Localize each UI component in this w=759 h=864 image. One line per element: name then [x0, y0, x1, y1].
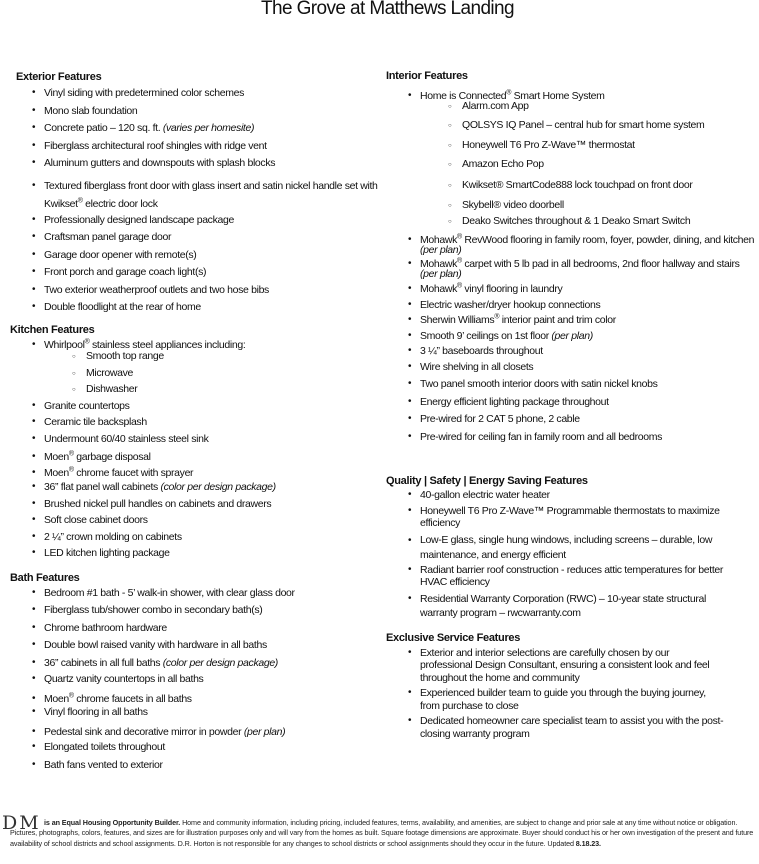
interior-features-heading: Interior Features [386, 70, 468, 82]
quality-safety-heading: Quality | Safety | Energy Saving Features [386, 475, 588, 487]
list-item: • 36” flat panel wall cabinets (color per design package) [10, 481, 380, 494]
sub-list-item: ○ Amazon Echo Pop [386, 158, 756, 171]
list-item: • Pre-wired for 2 CAT 5 phone, 2 cable [386, 413, 756, 426]
exclusive-service-list [386, 647, 756, 741]
list-item: • Garage door opener with remote(s) [10, 249, 380, 262]
list-item: • Wire shelving in all closets [386, 361, 756, 374]
list-item: • Soft close cabinet doors [10, 514, 380, 527]
updated-date: 8.18.23. [575, 838, 601, 848]
builder-logo: DM [2, 812, 41, 834]
list-item: • Dedicated homeowner care specialist team to assist you with the post-closing warranty program [386, 715, 756, 740]
sub-list-item: ○ QOLSYS IQ Panel – central hub for smart home system [386, 119, 756, 132]
left-column [10, 71, 380, 771]
list-item: • Pre-wired for ceiling fan in family room and all bedrooms [386, 431, 756, 444]
list-item: • Double bowl raised vanity with hardware in all baths [10, 639, 380, 652]
list-item: • Whirlpool® stainless steel appliances including: [10, 339, 380, 352]
list-item: • Bath fans vented to exterior [10, 759, 380, 772]
page-title: The Grove at Matthews Landing [261, 0, 514, 19]
list-item: • Textured fiberglass front door with glass insert and satin nickel handle set with Kwikset® electric door lock [10, 177, 380, 213]
list-item: • Undermount 60/40 stainless steel sink [10, 433, 380, 446]
list-item: • Aluminum gutters and downspouts with splash blocks [10, 157, 380, 170]
list-item: • Bedroom #1 bath - 5’ walk-in shower, with clear glass door [10, 587, 380, 600]
list-item: • Quartz vanity countertops in all baths [10, 673, 380, 686]
sub-list-item: ○ Dishwasher [10, 383, 380, 396]
bath-features-list [10, 587, 380, 772]
list-item: • Electric washer/dryer hookup connections [386, 299, 756, 312]
list-item: • 2 ¼” crown molding on cabinets [10, 531, 380, 544]
right-column [386, 70, 756, 740]
list-item: • 3 ¼” baseboards throughout [386, 345, 756, 358]
exterior-features-list [10, 87, 380, 314]
list-item: • Craftsman panel garage door [10, 231, 380, 244]
list-item: • Residential Warranty Corporation (RWC) – 10-year state structural warranty program – rwcwarranty.com [386, 592, 756, 620]
list-item: • Elongated toilets throughout [10, 741, 380, 754]
list-item: • Moen® chrome faucets in all baths [10, 693, 380, 706]
disclaimer-text: Home and community information, including pricing, included features, terms, availability, and amenities, are subject to change and prior sale at any time without notice or obligation. Pictures, photographs, colors, features, and sizes are for illustration purposes only and will vary from the homes as built. Square footage dimensions are approximate. Buyer should conduct his or her own investigation of the present and future availability of school districts and school assignments. D.R. Horton is not responsible for any changes to school districts or school assignments should they occur in the future. Updated [10, 818, 754, 848]
bath-features-heading: Bath Features [10, 571, 80, 584]
list-item: • Mohawk® RevWood flooring in family room, foyer, powder, dining, and kitchen (per plan) [386, 235, 756, 255]
quality-safety-list [386, 489, 756, 620]
list-item: • Moen® garbage disposal [10, 451, 380, 464]
smart-home-sublist [386, 100, 756, 228]
list-item: • Fiberglass tub/shower combo in secondary bath(s) [10, 604, 380, 617]
list-item: • Mohawk® vinyl flooring in laundry [386, 283, 756, 296]
list-item: • Low-E glass, single hung windows, including screens – durable, low maintenance, and energy efficient [386, 533, 756, 563]
exclusive-service-heading: Exclusive Service Features [386, 631, 521, 644]
list-item: • Granite countertops [10, 400, 380, 413]
list-item: • Mono slab foundation [10, 105, 380, 118]
list-item: • Brushed nickel pull handles on cabinets and drawers [10, 498, 380, 511]
sub-list-item: ○ Deako Switches throughout & 1 Deako Smart Switch [386, 215, 756, 228]
list-item: • Pedestal sink and decorative mirror in powder (per plan) [10, 726, 380, 739]
list-item: • Honeywell T6 Pro Z-Wave™ Programmable thermostats to maximize efficiency [386, 505, 756, 530]
kitchen-features-heading: Kitchen Features [10, 323, 95, 336]
sub-list-item: ○ Microwave [10, 367, 380, 380]
list-item: • Home is Connected® Smart Home System [386, 90, 756, 103]
list-item: • Smooth 9’ ceilings on 1st floor (per plan) [386, 330, 756, 343]
sub-list-item: ○ Skybell® video doorbell [386, 199, 756, 212]
list-item: • Exterior and interior selections are carefully chosen by our professional Design Consultant, ensuring a consistent look and feel throughout the home and community [386, 647, 756, 685]
list-item: • Moen® chrome faucet with sprayer [10, 467, 380, 480]
interior-features-list-cont [386, 235, 756, 443]
list-item: • Two exterior weatherproof outlets and two hose bibs [10, 284, 380, 297]
sub-list-item: ○ Smooth top range [10, 350, 380, 363]
list-item: • Energy efficient lighting package throughout [386, 396, 756, 409]
list-item: • 40-gallon electric water heater [386, 489, 756, 502]
sub-list-item: ○ Honeywell T6 Pro Z-Wave™ thermostat [386, 139, 756, 152]
legal-disclaimer [10, 818, 755, 849]
list-item: • LED kitchen lighting package [10, 547, 380, 560]
list-item: • Chrome bathroom hardware [10, 622, 380, 635]
list-item: • Radiant barrier roof construction - reduces attic temperatures for better HVAC efficiency [386, 564, 756, 589]
list-item: • Vinyl siding with predetermined color schemes [10, 87, 380, 100]
kitchen-appliance-sublist [10, 350, 380, 396]
list-item: • Concrete patio – 120 sq. ft. (varies per homesite) [10, 122, 380, 135]
list-item: • Two panel smooth interior doors with satin nickel knobs [386, 378, 756, 391]
list-item: • Fiberglass architectural roof shingles with ridge vent [10, 140, 380, 153]
exterior-features-heading: Exterior Features [16, 71, 102, 83]
list-item: • Double floodlight at the rear of home [10, 301, 380, 314]
equal-housing-statement: is an Equal Housing Opportunity Builder. [44, 818, 181, 827]
list-item: • Sherwin Williams® interior paint and trim color [386, 314, 756, 327]
list-item: • Vinyl flooring in all baths [10, 706, 380, 719]
list-item: • 36” cabinets in all full baths (color per design package) [10, 657, 380, 670]
list-item: • Professionally designed landscape package [10, 214, 380, 227]
kitchen-features-list-cont [10, 400, 380, 560]
list-item: • Front porch and garage coach light(s) [10, 266, 380, 279]
list-item: • Experienced builder team to guide you through the buying journey, from purchase to close [386, 687, 756, 712]
sub-list-item: ○ Alarm.com App [386, 100, 756, 113]
sub-list-item: ○ Kwikset® SmartCode888 lock touchpad on front door [386, 179, 756, 192]
list-item: • Mohawk® carpet with 5 lb pad in all bedrooms, 2nd floor hallway and stairs (per plan) [386, 259, 756, 279]
list-item: • Ceramic tile backsplash [10, 416, 380, 429]
